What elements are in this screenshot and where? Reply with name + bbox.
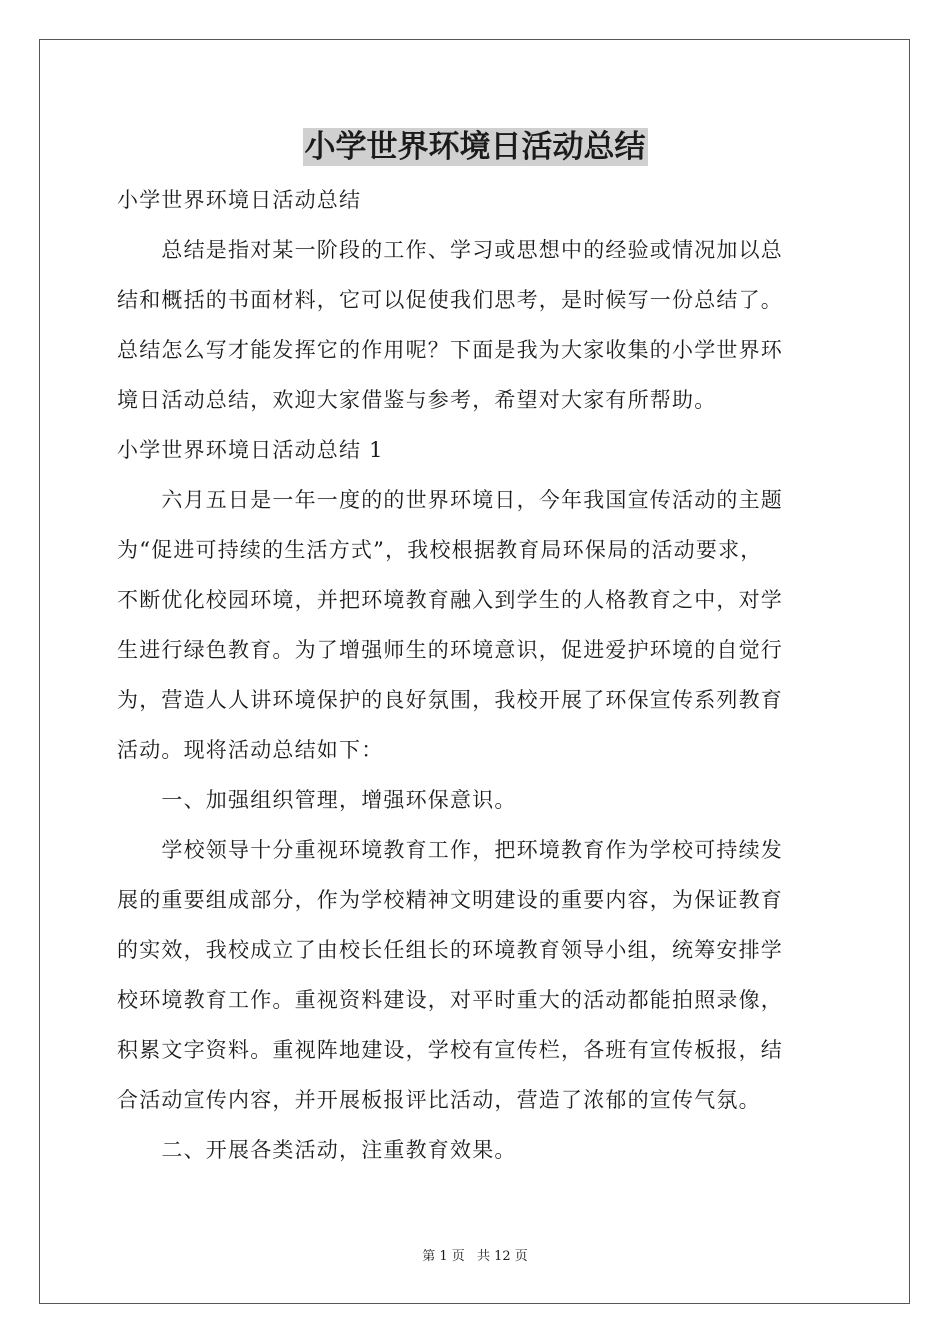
page-number: 第 1 页: [422, 1249, 465, 1264]
body-line: 学校领导十分重视环境教育工作，把环境教育作为学校可持续发: [117, 838, 783, 862]
body-line: 境日活动总结，欢迎大家借鉴与参考，希望对大家有所帮助。: [117, 388, 717, 412]
document-title: 小学世界环境日活动总结: [304, 129, 646, 165]
page-total: 共 12 页: [476, 1249, 528, 1264]
body-line: 活动。现将活动总结如下：: [117, 738, 384, 762]
body-line: 合活动宣传内容，并开展板报评比活动，营造了浓郁的宣传气氛。: [117, 1088, 761, 1112]
body-line: 积累文字资料。重视阵地建设，学校有宣传栏，各班有宣传板报，结: [117, 1038, 783, 1062]
body-line: 不断优化校园环境，并把环境教育融入到学生的人格教育之中，对学: [117, 588, 783, 612]
page-footer: [0, 1249, 950, 1265]
body-line: 展的重要组成部分，作为学校精神文明建设的重要内容，为保证教育: [117, 888, 783, 912]
body-line: 为“促进可持续的生活方式”，我校根据教育局环保局的活动要求，: [117, 538, 763, 562]
body-line: 总结怎么写才能发挥它的作用呢？下面是我为大家收集的小学世界环: [117, 338, 783, 362]
body-line: 为，营造人人讲环境保护的良好氛围，我校开展了环保宣传系列教育: [117, 688, 783, 712]
body-line: 的实效，我校成立了由校长任组长的环境教育领导小组，统筹安排学: [117, 938, 783, 962]
title-container: [0, 128, 950, 166]
page-border: [39, 39, 910, 1304]
subsection-heading: 二、开展各类活动，注重教育效果。: [117, 1138, 517, 1162]
body-line: 总结是指对某一阶段的工作、学习或思想中的经验或情况加以总: [117, 238, 783, 262]
subtitle-line: 小学世界环境日活动总结: [117, 188, 362, 212]
body-line: 生进行绿色教育。为了增强师生的环境意识，促进爱护环境的自觉行: [117, 638, 783, 662]
subsection-heading: 一、加强组织管理，增强环保意识。: [117, 788, 517, 812]
body-line: 校环境教育工作。重视资料建设，对平时重大的活动都能拍照录像，: [117, 988, 783, 1012]
body-line: 结和概括的书面材料，它可以促使我们思考，是时候写一份总结了。: [117, 288, 783, 312]
body-line: 六月五日是一年一度的的世界环境日，今年我国宣传活动的主题: [117, 488, 783, 512]
section-heading: 小学世界环境日活动总结 1: [117, 438, 384, 462]
